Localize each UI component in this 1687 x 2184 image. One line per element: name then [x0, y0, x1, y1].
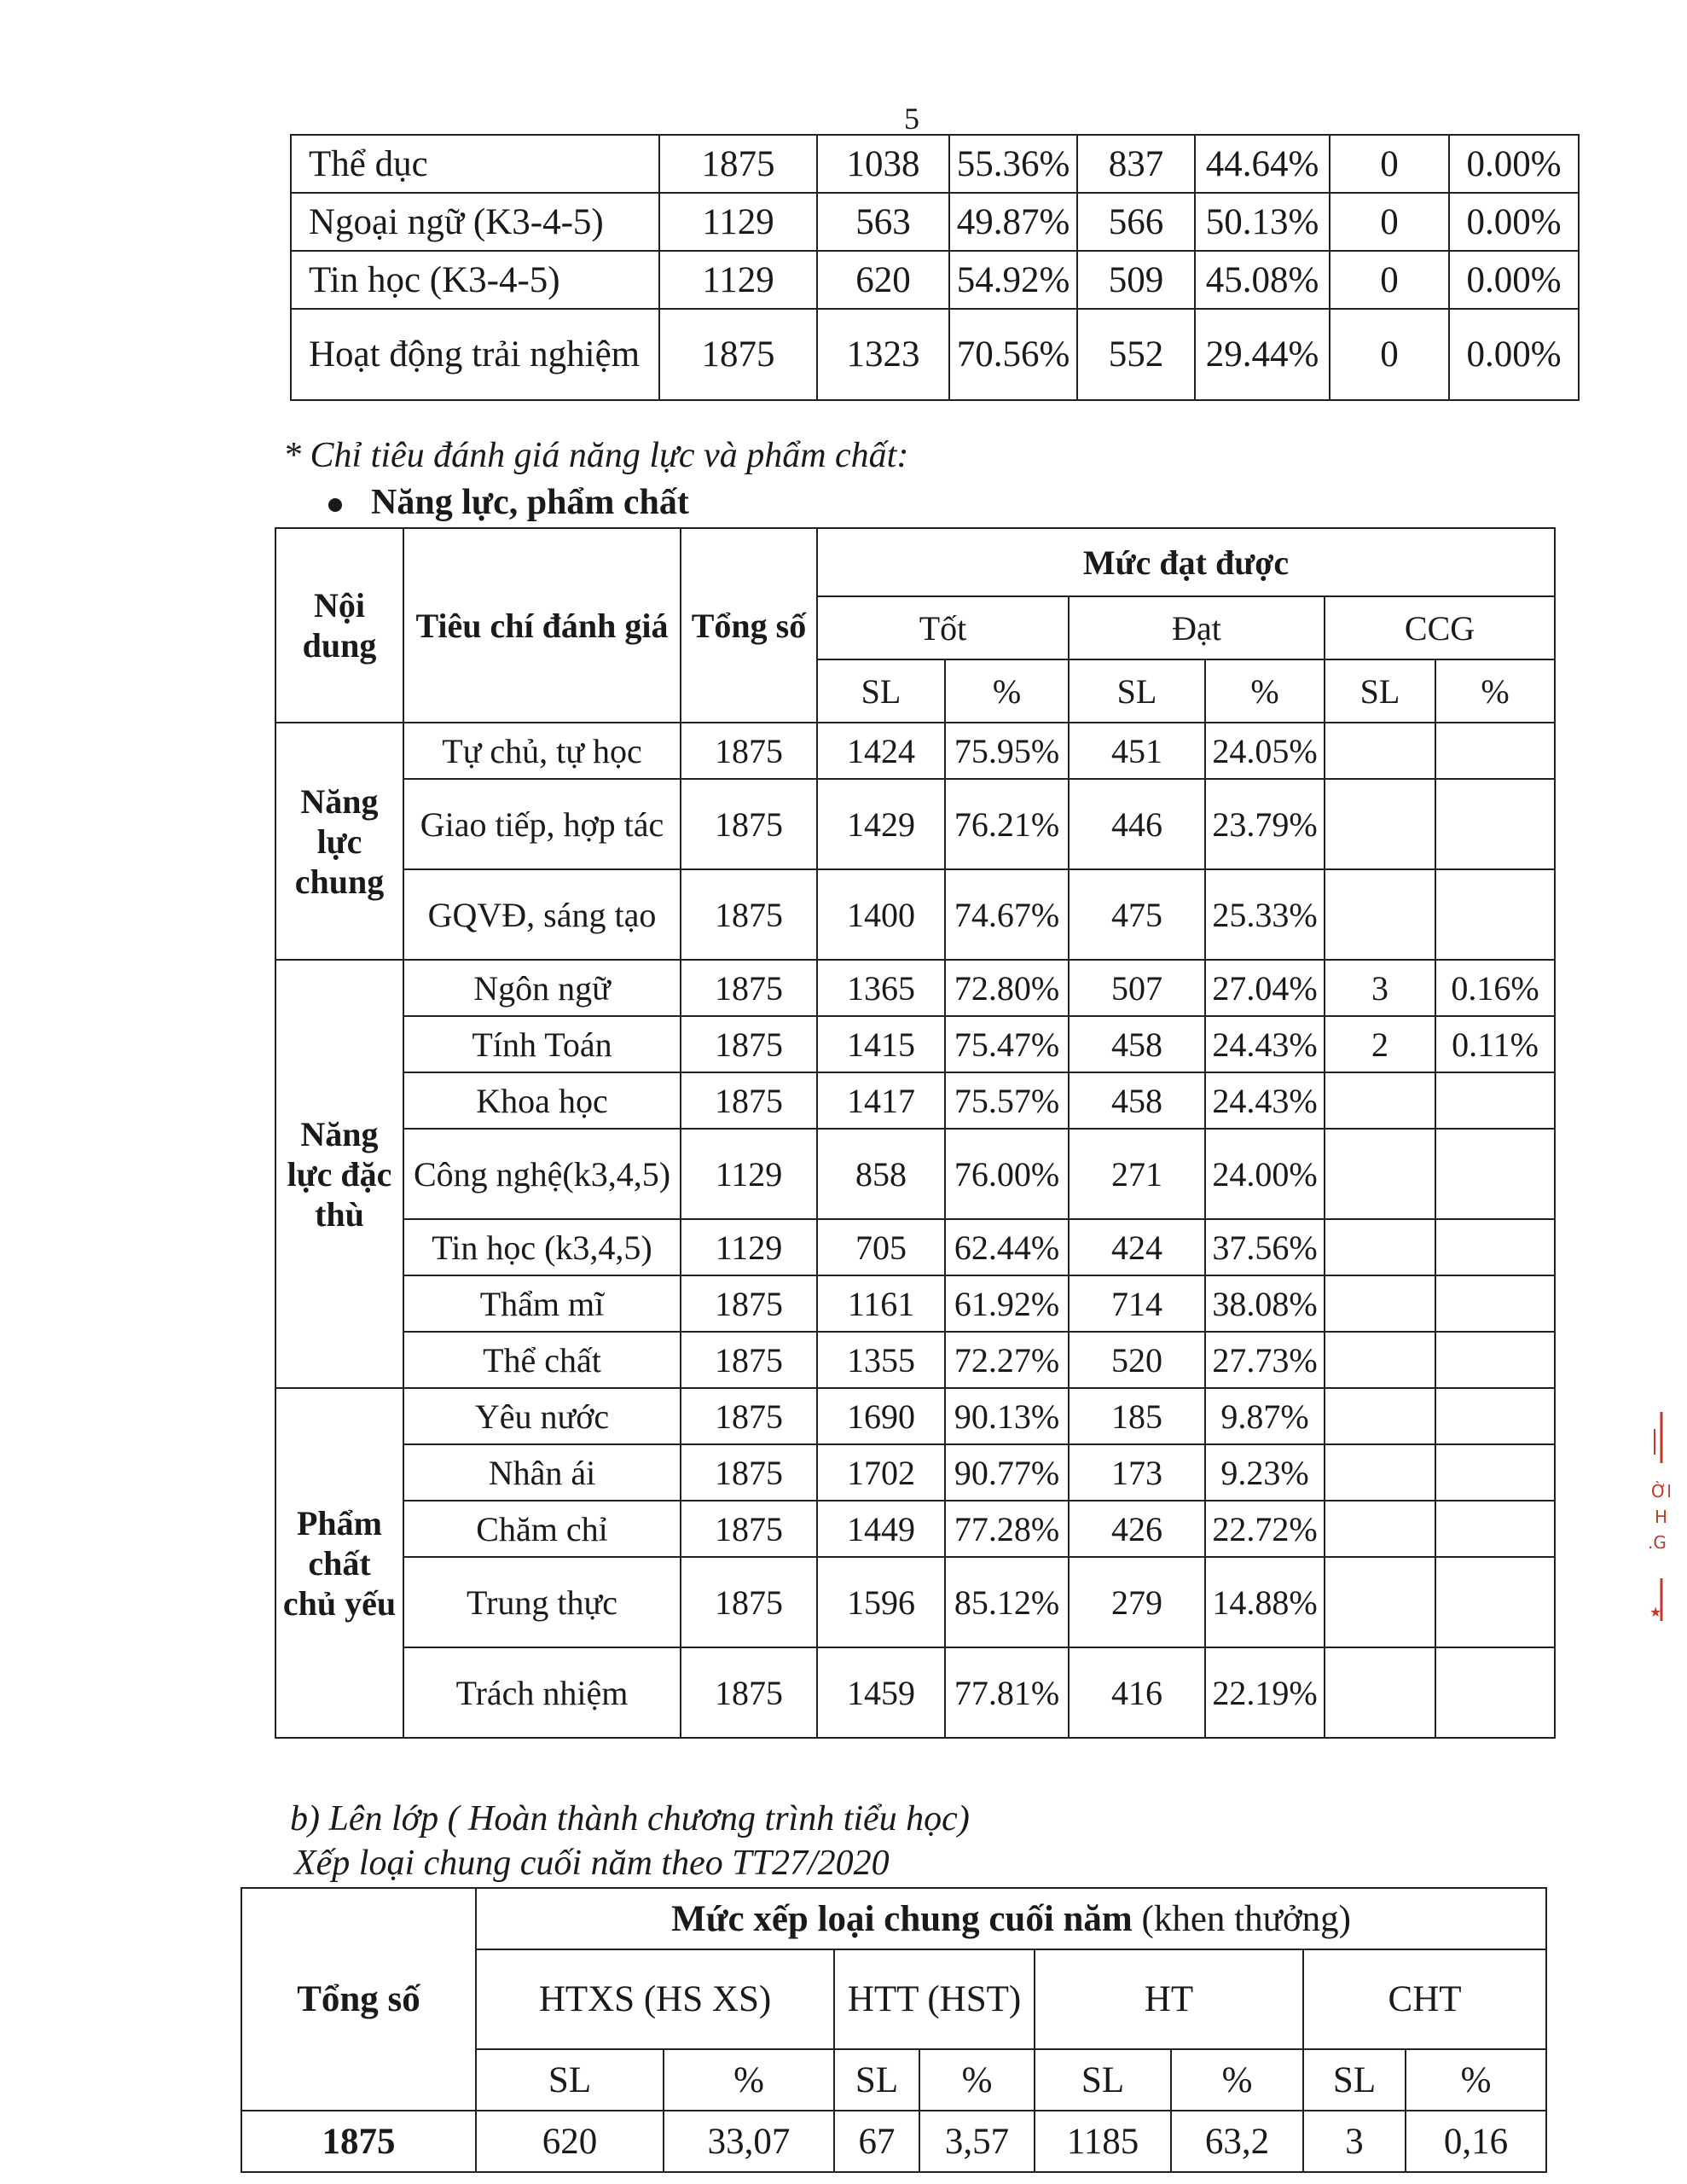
cell-pct3: 0.00%	[1449, 193, 1579, 251]
cell-sl3: 0	[1330, 193, 1449, 251]
cell-good-sl: 1355	[817, 1332, 945, 1388]
cell-total: 1875	[681, 1501, 817, 1557]
cell-ccg-pct: 0.16%	[1435, 960, 1555, 1016]
table-row	[275, 869, 1555, 960]
group-label: Phẩm chất chủ yếu	[275, 1388, 403, 1738]
cell-total: 1875	[681, 1016, 817, 1072]
header-level: Mức đạt được	[817, 528, 1555, 596]
criteria-name: Thể chất	[403, 1332, 681, 1388]
cell-total: 1875	[681, 1388, 817, 1444]
cell-pass-pct: 9.87%	[1205, 1388, 1325, 1444]
cell-pct2: 29.44%	[1195, 309, 1330, 400]
criteria-name: Giao tiếp, hợp tác	[403, 779, 681, 869]
capacity-table	[275, 527, 1556, 1739]
cell-sl2: 509	[1077, 251, 1195, 309]
cell-total: 1875	[681, 960, 817, 1016]
cell-good-sl: 1429	[817, 779, 945, 869]
cell-ccg-sl	[1325, 1129, 1435, 1219]
header-sl: SL	[817, 659, 945, 723]
cell-total: 1875	[681, 1072, 817, 1129]
cell-total: 1129	[681, 1219, 817, 1275]
table-row	[291, 193, 1579, 251]
cell-pass-pct: 24.05%	[1205, 723, 1325, 779]
cell-sl3: 0	[1330, 135, 1449, 193]
cell-ccg-sl: 2	[1325, 1016, 1435, 1072]
cell-good-pct: 85.12%	[945, 1557, 1069, 1647]
cell-ccg-sl	[1325, 1557, 1435, 1647]
cell-good-sl: 1459	[817, 1647, 945, 1738]
cell-ccg-pct: 0.11%	[1435, 1016, 1555, 1072]
cell-ccg-sl	[1325, 1219, 1435, 1275]
class-htt-sl: 67	[834, 2111, 919, 2172]
cell-ccg-sl	[1325, 1072, 1435, 1129]
cell-pct3: 0.00%	[1449, 135, 1579, 193]
cell-total: 1875	[681, 723, 817, 779]
group-label: Năng lực chung	[275, 723, 403, 960]
table-row	[275, 1647, 1555, 1738]
header-sl: SL	[1069, 659, 1205, 723]
criteria-name: Tính Toán	[403, 1016, 681, 1072]
cell-pass-sl: 520	[1069, 1332, 1205, 1388]
cell-pass-pct: 27.04%	[1205, 960, 1325, 1016]
cell-good-pct: 72.80%	[945, 960, 1069, 1016]
group-label: Năng lực đặc thù	[275, 960, 403, 1388]
subject-name: Hoạt động trải nghiệm	[291, 309, 659, 400]
cell-total: 1875	[681, 1647, 817, 1738]
class-cht-sl: 3	[1303, 2111, 1406, 2172]
cell-sl1: 1038	[817, 135, 949, 193]
cell-total: 1875	[681, 869, 817, 960]
class-header-pct: %	[1406, 2049, 1546, 2111]
table-row	[275, 1129, 1555, 1219]
table-row	[275, 1388, 1555, 1444]
cell-good-sl: 1596	[817, 1557, 945, 1647]
cell-pass-pct: 27.73%	[1205, 1332, 1325, 1388]
bullet-icon	[328, 498, 342, 512]
cell-total: 1875	[659, 135, 817, 193]
class-header-htxs: HTXS (HS XS)	[476, 1949, 834, 2049]
cell-pct2: 45.08%	[1195, 251, 1330, 309]
header-ccg: CCG	[1325, 596, 1555, 659]
criteria-name: Công nghệ(k3,4,5)	[403, 1129, 681, 1219]
cell-pass-pct: 38.08%	[1205, 1275, 1325, 1332]
cell-good-pct: 76.21%	[945, 779, 1069, 869]
cell-pass-pct: 9.23%	[1205, 1444, 1325, 1501]
cell-pass-sl: 416	[1069, 1647, 1205, 1738]
cell-pass-sl: 279	[1069, 1557, 1205, 1647]
cell-good-pct: 75.47%	[945, 1016, 1069, 1072]
cell-pct3: 0.00%	[1449, 251, 1579, 309]
cell-sl1: 563	[817, 193, 949, 251]
header-criteria: Tiêu chí đánh giá	[403, 528, 681, 723]
cell-ccg-pct	[1435, 779, 1555, 869]
classification-table	[241, 1887, 1547, 2173]
cell-ccg-sl	[1325, 1647, 1435, 1738]
cell-pass-pct: 25.33%	[1205, 869, 1325, 960]
cell-pass-pct: 14.88%	[1205, 1557, 1325, 1647]
cell-pct2: 44.64%	[1195, 135, 1330, 193]
cell-pass-sl: 424	[1069, 1219, 1205, 1275]
cell-good-sl: 1449	[817, 1501, 945, 1557]
cell-pct1: 49.87%	[949, 193, 1077, 251]
class-header-sl: SL	[1303, 2049, 1406, 2111]
cell-good-sl: 1415	[817, 1016, 945, 1072]
cell-ccg-sl	[1325, 723, 1435, 779]
cell-pass-pct: 24.43%	[1205, 1016, 1325, 1072]
cell-good-sl: 1417	[817, 1072, 945, 1129]
subject-name: Ngoại ngữ (K3-4-5)	[291, 193, 659, 251]
cell-ccg-pct	[1435, 1219, 1555, 1275]
cell-ccg-sl	[1325, 869, 1435, 960]
class-header-level	[476, 1888, 1546, 1949]
table-row	[291, 135, 1579, 193]
cell-ccg-pct	[1435, 1501, 1555, 1557]
criteria-name: Yêu nước	[403, 1388, 681, 1444]
header-pct: %	[945, 659, 1069, 723]
page-number: 5	[904, 102, 919, 136]
class-header-level-rest: (khen thưởng)	[1132, 1898, 1351, 1939]
cell-ccg-pct	[1435, 723, 1555, 779]
header-content: Nội dung	[275, 528, 403, 723]
class-header-sl: SL	[476, 2049, 664, 2111]
class-total-value: 1875	[241, 2111, 476, 2172]
table-row	[275, 1275, 1555, 1332]
class-cht-pct: 0,16	[1406, 2111, 1546, 2172]
class-ht-pct: 63,2	[1171, 2111, 1303, 2172]
cell-ccg-pct	[1435, 1072, 1555, 1129]
class-header-pct: %	[919, 2049, 1035, 2111]
cell-total: 1875	[681, 1557, 817, 1647]
cell-good-sl: 1365	[817, 960, 945, 1016]
cell-pass-sl: 458	[1069, 1016, 1205, 1072]
stamp-graphic	[1636, 1412, 1670, 1668]
cell-good-pct: 75.57%	[945, 1072, 1069, 1129]
cell-total: 1875	[659, 309, 817, 400]
class-ht-sl: 1185	[1035, 2111, 1171, 2172]
header-good: Tốt	[817, 596, 1069, 659]
criteria-name: Chăm chỉ	[403, 1501, 681, 1557]
cell-pass-sl: 507	[1069, 960, 1205, 1016]
capacity-table-body	[275, 723, 1555, 1738]
criteria-name: Trung thực	[403, 1557, 681, 1647]
cell-ccg-sl	[1325, 1332, 1435, 1388]
header-pct: %	[1435, 659, 1555, 723]
cell-good-sl: 1161	[817, 1275, 945, 1332]
table-row	[275, 779, 1555, 869]
cell-good-pct: 76.00%	[945, 1129, 1069, 1219]
cell-good-sl: 1424	[817, 723, 945, 779]
subject-results-body	[291, 135, 1579, 400]
criteria-name: Ngôn ngữ	[403, 960, 681, 1016]
cell-pct1: 55.36%	[949, 135, 1077, 193]
svg-text:H: H	[1655, 1507, 1668, 1527]
table-row	[275, 1219, 1555, 1275]
cell-ccg-pct	[1435, 1647, 1555, 1738]
cell-good-pct: 90.77%	[945, 1444, 1069, 1501]
cell-good-pct: 75.95%	[945, 723, 1069, 779]
header-sl: SL	[1325, 659, 1435, 723]
cell-ccg-pct	[1435, 1557, 1555, 1647]
cell-total: 1129	[681, 1129, 817, 1219]
table-row	[275, 1016, 1555, 1072]
cell-good-pct: 90.13%	[945, 1388, 1069, 1444]
cell-pass-pct: 22.19%	[1205, 1647, 1325, 1738]
cell-pass-sl: 446	[1069, 779, 1205, 869]
class-header-ht: HT	[1035, 1949, 1303, 2049]
cell-good-pct: 62.44%	[945, 1219, 1069, 1275]
table-row	[291, 309, 1579, 400]
cell-total: 1875	[681, 1332, 817, 1388]
subject-results-table	[290, 134, 1580, 401]
header-pass: Đạt	[1069, 596, 1325, 659]
criteria-name: Nhân ái	[403, 1444, 681, 1501]
capacity-heading	[328, 482, 689, 523]
table-row	[275, 1501, 1555, 1557]
classification-note: Xếp loại chung cuối năm theo TT27/2020	[294, 1844, 890, 1883]
cell-good-pct: 61.92%	[945, 1275, 1069, 1332]
cell-ccg-pct	[1435, 869, 1555, 960]
cell-ccg-pct	[1435, 1388, 1555, 1444]
cell-sl2: 552	[1077, 309, 1195, 400]
cell-total: 1875	[681, 1275, 817, 1332]
criteria-name: GQVĐ, sáng tạo	[403, 869, 681, 960]
cell-ccg-sl	[1325, 1444, 1435, 1501]
cell-pass-sl: 458	[1069, 1072, 1205, 1129]
cell-total: 1129	[659, 251, 817, 309]
criteria-name: Tự chủ, tự học	[403, 723, 681, 779]
class-header-pct: %	[664, 2049, 834, 2111]
cell-ccg-pct	[1435, 1275, 1555, 1332]
cell-good-sl: 858	[817, 1129, 945, 1219]
cell-pass-pct: 24.43%	[1205, 1072, 1325, 1129]
cell-total: 1875	[681, 779, 817, 869]
cell-pass-sl: 451	[1069, 723, 1205, 779]
cell-good-pct: 77.28%	[945, 1501, 1069, 1557]
cell-ccg-sl: 3	[1325, 960, 1435, 1016]
cell-ccg-sl	[1325, 779, 1435, 869]
class-header-total: Tổng số	[241, 1888, 476, 2111]
cell-pct1: 70.56%	[949, 309, 1077, 400]
class-header-cht: CHT	[1303, 1949, 1546, 2049]
capacity-heading-text: Năng lực, phẩm chất	[371, 483, 689, 522]
svg-text:ỜI: ỜI	[1651, 1481, 1670, 1502]
svg-text:★: ★	[1649, 1604, 1662, 1620]
table-row	[291, 251, 1579, 309]
svg-text:.G: .G	[1648, 1532, 1667, 1553]
cell-ccg-pct	[1435, 1129, 1555, 1219]
class-htxs-sl: 620	[476, 2111, 664, 2172]
header-total: Tổng số	[681, 528, 817, 723]
header-pct: %	[1205, 659, 1325, 723]
cell-pass-sl: 173	[1069, 1444, 1205, 1501]
cell-pct1: 54.92%	[949, 251, 1077, 309]
class-header-htt: HTT (HST)	[834, 1949, 1035, 2049]
cell-pass-pct: 37.56%	[1205, 1219, 1325, 1275]
promotion-note: b) Lên lớp ( Hoàn thành chương trình tiểu học)	[290, 1799, 970, 1838]
class-header-sl: SL	[1035, 2049, 1171, 2111]
table-row	[275, 1444, 1555, 1501]
cell-pass-sl: 714	[1069, 1275, 1205, 1332]
cell-ccg-sl	[1325, 1275, 1435, 1332]
cell-pct2: 50.13%	[1195, 193, 1330, 251]
class-header-level-bold: Mức xếp loại chung cuối năm	[671, 1898, 1133, 1939]
criteria-name: Trách nhiệm	[403, 1647, 681, 1738]
class-htt-pct: 3,57	[919, 2111, 1035, 2172]
capacity-note: * Chỉ tiêu đánh giá năng lực và phẩm chất:	[283, 436, 909, 475]
stamp-fragment	[1636, 1412, 1670, 1668]
cell-pass-pct: 22.72%	[1205, 1501, 1325, 1557]
cell-good-pct: 77.81%	[945, 1647, 1069, 1738]
cell-good-sl: 1690	[817, 1388, 945, 1444]
cell-pass-sl: 185	[1069, 1388, 1205, 1444]
cell-pass-pct: 24.00%	[1205, 1129, 1325, 1219]
class-header-pct: %	[1171, 2049, 1303, 2111]
cell-pct3: 0.00%	[1449, 309, 1579, 400]
cell-pass-sl: 271	[1069, 1129, 1205, 1219]
criteria-name: Thẩm mĩ	[403, 1275, 681, 1332]
class-htxs-pct: 33,07	[664, 2111, 834, 2172]
cell-ccg-pct	[1435, 1332, 1555, 1388]
subject-name: Tin học (K3-4-5)	[291, 251, 659, 309]
cell-good-pct: 72.27%	[945, 1332, 1069, 1388]
subject-name: Thể dục	[291, 135, 659, 193]
criteria-name: Tin học (k3,4,5)	[403, 1219, 681, 1275]
table-row	[275, 1072, 1555, 1129]
cell-total: 1875	[681, 1444, 817, 1501]
cell-good-pct: 74.67%	[945, 869, 1069, 960]
criteria-name: Khoa học	[403, 1072, 681, 1129]
cell-pass-pct: 23.79%	[1205, 779, 1325, 869]
cell-sl3: 0	[1330, 251, 1449, 309]
cell-sl1: 1323	[817, 309, 949, 400]
cell-sl2: 566	[1077, 193, 1195, 251]
table-row	[275, 960, 1555, 1016]
cell-ccg-sl	[1325, 1388, 1435, 1444]
table-row	[275, 1332, 1555, 1388]
table-row	[275, 723, 1555, 779]
cell-good-sl: 705	[817, 1219, 945, 1275]
cell-sl2: 837	[1077, 135, 1195, 193]
table-row	[275, 1557, 1555, 1647]
cell-good-sl: 1702	[817, 1444, 945, 1501]
cell-sl1: 620	[817, 251, 949, 309]
cell-ccg-sl	[1325, 1501, 1435, 1557]
cell-sl3: 0	[1330, 309, 1449, 400]
class-header-sl: SL	[834, 2049, 919, 2111]
cell-pass-sl: 475	[1069, 869, 1205, 960]
cell-ccg-pct	[1435, 1444, 1555, 1501]
cell-pass-sl: 426	[1069, 1501, 1205, 1557]
cell-good-sl: 1400	[817, 869, 945, 960]
cell-total: 1129	[659, 193, 817, 251]
